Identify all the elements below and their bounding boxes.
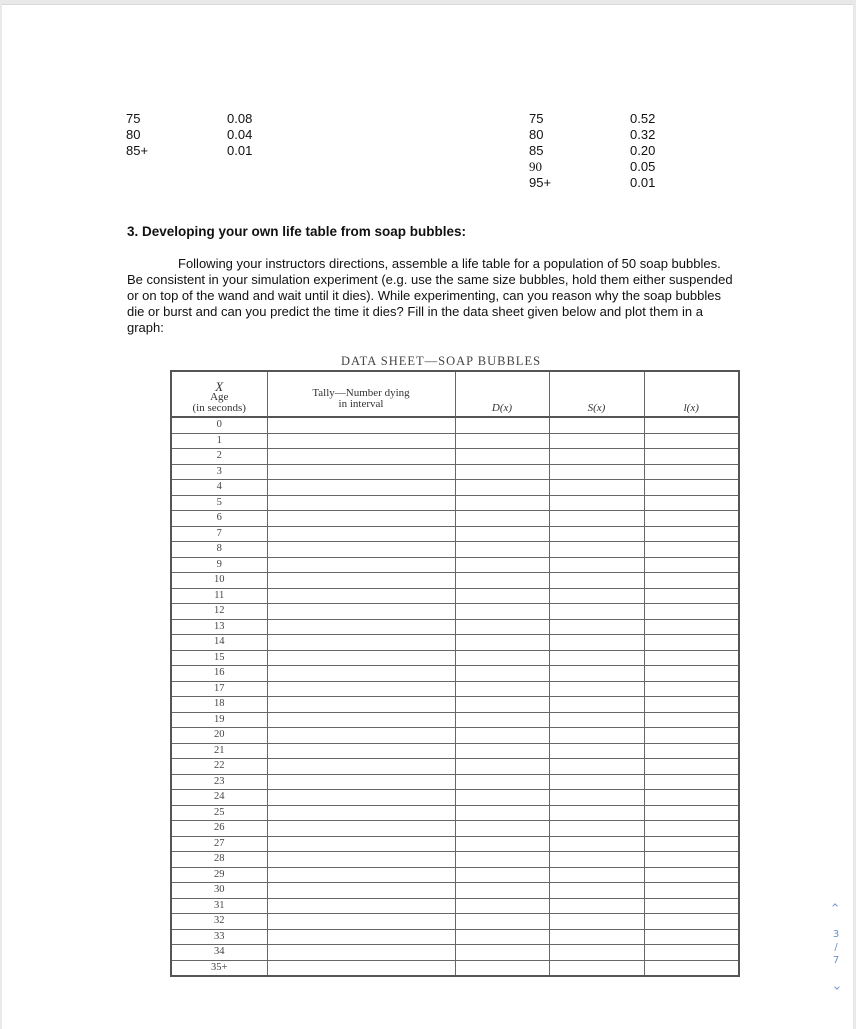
table-row: [171, 557, 739, 573]
age-cell: 10: [171, 573, 267, 589]
lx-cell[interactable]: [644, 774, 739, 790]
lx-cell[interactable]: [644, 449, 739, 465]
age-cell: 4: [171, 480, 267, 496]
sx-cell[interactable]: [549, 449, 644, 465]
next-page-icon[interactable]: ›: [829, 985, 844, 991]
table-row: [171, 635, 739, 651]
age-cell: 18: [171, 697, 267, 713]
table-row: [171, 464, 739, 480]
lx-header: l(x): [644, 371, 739, 417]
dx-cell[interactable]: [455, 526, 549, 542]
table-row: [171, 573, 739, 589]
tally-cell[interactable]: [267, 573, 455, 589]
lx-cell[interactable]: [644, 960, 739, 976]
age-cell: 19: [171, 712, 267, 728]
lx-cell[interactable]: [644, 604, 739, 620]
age-cell: 14: [171, 635, 267, 651]
dx-cell[interactable]: [455, 666, 549, 682]
lx-cell[interactable]: [644, 681, 739, 697]
age-cell: 25: [171, 805, 267, 821]
sx-cell[interactable]: [549, 960, 644, 976]
dx-cell[interactable]: [455, 960, 549, 976]
age-cell: 32: [171, 914, 267, 930]
dx-cell[interactable]: [455, 495, 549, 511]
right-value: 0.20: [630, 143, 656, 158]
lx-cell[interactable]: [644, 914, 739, 930]
lx-cell[interactable]: [644, 650, 739, 666]
sx-cell[interactable]: [549, 635, 644, 651]
dx-cell[interactable]: [455, 712, 549, 728]
lx-cell[interactable]: [644, 666, 739, 682]
age-header: [171, 371, 267, 417]
lx-cell[interactable]: [644, 867, 739, 883]
previous-page-icon[interactable]: ›: [828, 902, 843, 908]
table-row: [171, 867, 739, 883]
sx-cell[interactable]: [549, 650, 644, 666]
age-cell: 13: [171, 619, 267, 635]
lx-cell[interactable]: [644, 557, 739, 573]
table-row: [171, 650, 739, 666]
right-value-column: [630, 111, 655, 191]
total-pages: 7: [832, 955, 840, 966]
table-row: [171, 790, 739, 806]
table-row: [171, 542, 739, 558]
right-age: 75: [529, 111, 544, 126]
right-value: 0.32: [630, 127, 656, 142]
sx-cell[interactable]: [549, 852, 644, 868]
table-row: [171, 805, 739, 821]
tally-cell[interactable]: [267, 728, 455, 744]
dx-cell[interactable]: [455, 743, 549, 759]
tally-cell[interactable]: [267, 960, 455, 976]
dx-cell[interactable]: [455, 433, 549, 449]
table-row: [171, 774, 739, 790]
table-row: [171, 852, 739, 868]
dx-cell[interactable]: [455, 619, 549, 635]
lx-cell[interactable]: [644, 619, 739, 635]
age-cell: 12: [171, 604, 267, 620]
sx-cell[interactable]: [549, 697, 644, 713]
lx-cell[interactable]: [644, 821, 739, 837]
dx-cell[interactable]: [455, 557, 549, 573]
age-cell: 11: [171, 588, 267, 604]
tally-cell[interactable]: [267, 681, 455, 697]
lx-cell[interactable]: [644, 945, 739, 961]
table-row: [171, 495, 739, 511]
left-value-column: [227, 111, 252, 159]
age-cell: 31: [171, 898, 267, 914]
right-value: 0.01: [630, 175, 656, 190]
sx-header: S(x): [549, 371, 644, 417]
right-age: 80: [529, 127, 544, 142]
lx-cell[interactable]: [644, 697, 739, 713]
dx-cell[interactable]: [455, 805, 549, 821]
sx-cell[interactable]: [549, 914, 644, 930]
dx-cell[interactable]: [455, 821, 549, 837]
datasheet-body: [171, 417, 739, 976]
dx-header: D(x): [455, 371, 549, 417]
age-cell: 5: [171, 495, 267, 511]
table-row: [171, 526, 739, 542]
dx-cell[interactable]: [455, 929, 549, 945]
tally-cell[interactable]: [267, 588, 455, 604]
dx-cell[interactable]: [455, 867, 549, 883]
sx-cell[interactable]: [549, 619, 644, 635]
sx-cell[interactable]: [549, 774, 644, 790]
tally-cell[interactable]: [267, 666, 455, 682]
sx-cell[interactable]: [549, 480, 644, 496]
tally-cell[interactable]: [267, 542, 455, 558]
table-row: [171, 449, 739, 465]
page-navigator: [826, 898, 846, 995]
dx-cell[interactable]: [455, 790, 549, 806]
dx-cell[interactable]: [455, 774, 549, 790]
document-page: [2, 4, 853, 1029]
dx-cell[interactable]: [455, 635, 549, 651]
age-cell: 20: [171, 728, 267, 744]
dx-cell[interactable]: [455, 914, 549, 930]
dx-cell[interactable]: [455, 511, 549, 527]
dx-cell[interactable]: [455, 604, 549, 620]
tally-cell[interactable]: [267, 743, 455, 759]
sx-cell[interactable]: [549, 712, 644, 728]
lx-cell[interactable]: [644, 542, 739, 558]
lx-cell[interactable]: [644, 929, 739, 945]
age-cell: 9: [171, 557, 267, 573]
dx-cell[interactable]: [455, 573, 549, 589]
lx-cell[interactable]: [644, 464, 739, 480]
lx-cell[interactable]: [644, 759, 739, 775]
age-cell: 34: [171, 945, 267, 961]
tally-cell[interactable]: [267, 619, 455, 635]
age-cell: 27: [171, 836, 267, 852]
dx-cell[interactable]: [455, 852, 549, 868]
dx-cell[interactable]: [455, 480, 549, 496]
lx-cell[interactable]: [644, 790, 739, 806]
lx-cell[interactable]: [644, 433, 739, 449]
tally-cell[interactable]: [267, 604, 455, 620]
lx-cell[interactable]: [644, 417, 739, 433]
age-cell: 21: [171, 743, 267, 759]
table-row: [171, 898, 739, 914]
lx-cell[interactable]: [644, 728, 739, 744]
dx-cell[interactable]: [455, 759, 549, 775]
age-cell: 26: [171, 821, 267, 837]
soap-bubble-datasheet: [170, 370, 740, 977]
datasheet-header-row: [171, 371, 739, 417]
tally-cell[interactable]: [267, 790, 455, 806]
dx-cell[interactable]: [455, 464, 549, 480]
tally-cell[interactable]: [267, 774, 455, 790]
tally-cell[interactable]: [267, 417, 455, 433]
dx-cell[interactable]: [455, 728, 549, 744]
sx-cell[interactable]: [549, 526, 644, 542]
left-age: 80: [126, 127, 141, 142]
tally-cell[interactable]: [267, 821, 455, 837]
age-cell: 23: [171, 774, 267, 790]
table-row: [171, 604, 739, 620]
table-row: [171, 697, 739, 713]
sx-cell[interactable]: [549, 929, 644, 945]
sx-cell[interactable]: [549, 542, 644, 558]
tally-cell[interactable]: [267, 836, 455, 852]
datasheet-title: DATA SHEET—SOAP BUBBLES: [341, 354, 542, 368]
sx-cell[interactable]: [549, 681, 644, 697]
dx-cell[interactable]: [455, 542, 549, 558]
tally-cell[interactable]: [267, 914, 455, 930]
lx-cell[interactable]: [644, 635, 739, 651]
dx-cell[interactable]: [455, 836, 549, 852]
dx-cell[interactable]: [455, 883, 549, 899]
left-age: 85+: [126, 143, 149, 158]
table-row: [171, 743, 739, 759]
age-unit: (in seconds): [192, 402, 246, 414]
tally-cell[interactable]: [267, 929, 455, 945]
tally-cell[interactable]: [267, 449, 455, 465]
tally-cell[interactable]: [267, 557, 455, 573]
dx-cell[interactable]: [455, 588, 549, 604]
lx-cell[interactable]: [644, 712, 739, 728]
sx-cell[interactable]: [549, 759, 644, 775]
sx-cell[interactable]: [549, 495, 644, 511]
tally-cell[interactable]: [267, 464, 455, 480]
sx-cell[interactable]: [549, 728, 644, 744]
sx-cell[interactable]: [549, 604, 644, 620]
current-page: 3: [832, 929, 840, 940]
age-cell: 35+: [171, 960, 267, 976]
lx-cell[interactable]: [644, 573, 739, 589]
table-row: [171, 945, 739, 961]
x-symbol: X: [215, 379, 224, 394]
age-cell: 7: [171, 526, 267, 542]
table-row: [171, 666, 739, 682]
lx-cell[interactable]: [644, 495, 739, 511]
tally-cell[interactable]: [267, 867, 455, 883]
sx-cell[interactable]: [549, 557, 644, 573]
lx-cell[interactable]: [644, 805, 739, 821]
sx-cell[interactable]: [549, 666, 644, 682]
right-age: 90: [529, 159, 542, 174]
dx-cell[interactable]: [455, 697, 549, 713]
sx-cell[interactable]: [549, 511, 644, 527]
tally-cell[interactable]: [267, 526, 455, 542]
page-separator: /: [834, 942, 838, 953]
table-row: [171, 417, 739, 433]
tally-cell[interactable]: [267, 759, 455, 775]
right-age: 95+: [529, 175, 552, 190]
lx-cell[interactable]: [644, 883, 739, 899]
dx-cell[interactable]: [455, 945, 549, 961]
tally-sublabel: in interval: [338, 398, 384, 410]
tally-cell[interactable]: [267, 712, 455, 728]
sx-cell[interactable]: [549, 433, 644, 449]
section-heading: 3. Developing your own life table from soap bubbles:: [127, 224, 467, 239]
lx-cell[interactable]: [644, 743, 739, 759]
table-row: [171, 759, 739, 775]
table-row: [171, 883, 739, 899]
table-row: [171, 914, 739, 930]
age-cell: 0: [171, 417, 267, 433]
table-row: [171, 588, 739, 604]
tally-cell[interactable]: [267, 495, 455, 511]
table-row: [171, 821, 739, 837]
left-value: 0.01: [227, 143, 253, 158]
sx-cell[interactable]: [549, 945, 644, 961]
tally-cell[interactable]: [267, 635, 455, 651]
sx-cell[interactable]: [549, 836, 644, 852]
sx-cell[interactable]: [549, 821, 644, 837]
table-row: [171, 681, 739, 697]
left-age: 75: [126, 111, 141, 126]
table-row: [171, 619, 739, 635]
right-age: 85: [529, 143, 544, 158]
table-row: [171, 433, 739, 449]
tally-cell[interactable]: [267, 945, 455, 961]
tally-cell[interactable]: [267, 650, 455, 666]
age-cell: 30: [171, 883, 267, 899]
sx-cell[interactable]: [549, 573, 644, 589]
tally-cell[interactable]: [267, 480, 455, 496]
lx-cell[interactable]: [644, 511, 739, 527]
tally-cell[interactable]: [267, 898, 455, 914]
dx-cell[interactable]: [455, 449, 549, 465]
tally-cell[interactable]: [267, 697, 455, 713]
sx-cell[interactable]: [549, 588, 644, 604]
sx-cell[interactable]: [549, 805, 644, 821]
left-value: 0.08: [227, 111, 253, 126]
left-age-column: [126, 111, 148, 159]
age-cell: 3: [171, 464, 267, 480]
sx-cell[interactable]: [549, 464, 644, 480]
right-age-column: [529, 111, 551, 191]
age-cell: 24: [171, 790, 267, 806]
age-label: Age: [210, 391, 229, 403]
tally-header: [267, 371, 455, 417]
age-cell: 2: [171, 449, 267, 465]
sx-cell[interactable]: [549, 790, 644, 806]
dx-cell[interactable]: [455, 898, 549, 914]
lx-cell[interactable]: [644, 480, 739, 496]
table-row: [171, 480, 739, 496]
age-cell: 22: [171, 759, 267, 775]
dx-cell[interactable]: [455, 417, 549, 433]
age-cell: 6: [171, 511, 267, 527]
sx-cell[interactable]: [549, 743, 644, 759]
sx-cell[interactable]: [549, 898, 644, 914]
age-cell: 8: [171, 542, 267, 558]
right-value: 0.05: [630, 159, 656, 174]
dx-cell[interactable]: [455, 681, 549, 697]
table-row: [171, 511, 739, 527]
left-value: 0.04: [227, 127, 253, 142]
tally-label: Tally—Number dying: [312, 387, 410, 399]
table-row: [171, 929, 739, 945]
age-cell: 16: [171, 666, 267, 682]
sx-cell[interactable]: [549, 867, 644, 883]
lx-cell[interactable]: [644, 588, 739, 604]
age-cell: 15: [171, 650, 267, 666]
lx-cell[interactable]: [644, 526, 739, 542]
age-cell: 29: [171, 867, 267, 883]
table-row: [171, 712, 739, 728]
table-row: [171, 836, 739, 852]
right-value: 0.52: [630, 111, 656, 126]
tally-cell[interactable]: [267, 511, 455, 527]
age-cell: 1: [171, 433, 267, 449]
age-cell: 28: [171, 852, 267, 868]
tally-cell[interactable]: [267, 883, 455, 899]
tally-cell[interactable]: [267, 433, 455, 449]
lx-cell[interactable]: [644, 852, 739, 868]
table-row: [171, 960, 739, 976]
sx-cell[interactable]: [549, 417, 644, 433]
age-cell: 17: [171, 681, 267, 697]
instructions-paragraph: Following your instructors directions, assemble a life table for a population of 50 soap bubbles. Be consistent in your simulation experiment (e.g. use the same size bubbles, hold them either suspended or on top of the wand and wait until it dies). While experimenting, can you reason why the soap bubbles die or burst and can you predict the time it dies? Fill in the data sheet given below and plot them in a graph:: [127, 256, 733, 335]
age-cell: 33: [171, 929, 267, 945]
sx-cell[interactable]: [549, 883, 644, 899]
dx-cell[interactable]: [455, 650, 549, 666]
tally-cell[interactable]: [267, 805, 455, 821]
table-row: [171, 728, 739, 744]
lx-cell[interactable]: [644, 898, 739, 914]
tally-cell[interactable]: [267, 852, 455, 868]
lx-cell[interactable]: [644, 836, 739, 852]
